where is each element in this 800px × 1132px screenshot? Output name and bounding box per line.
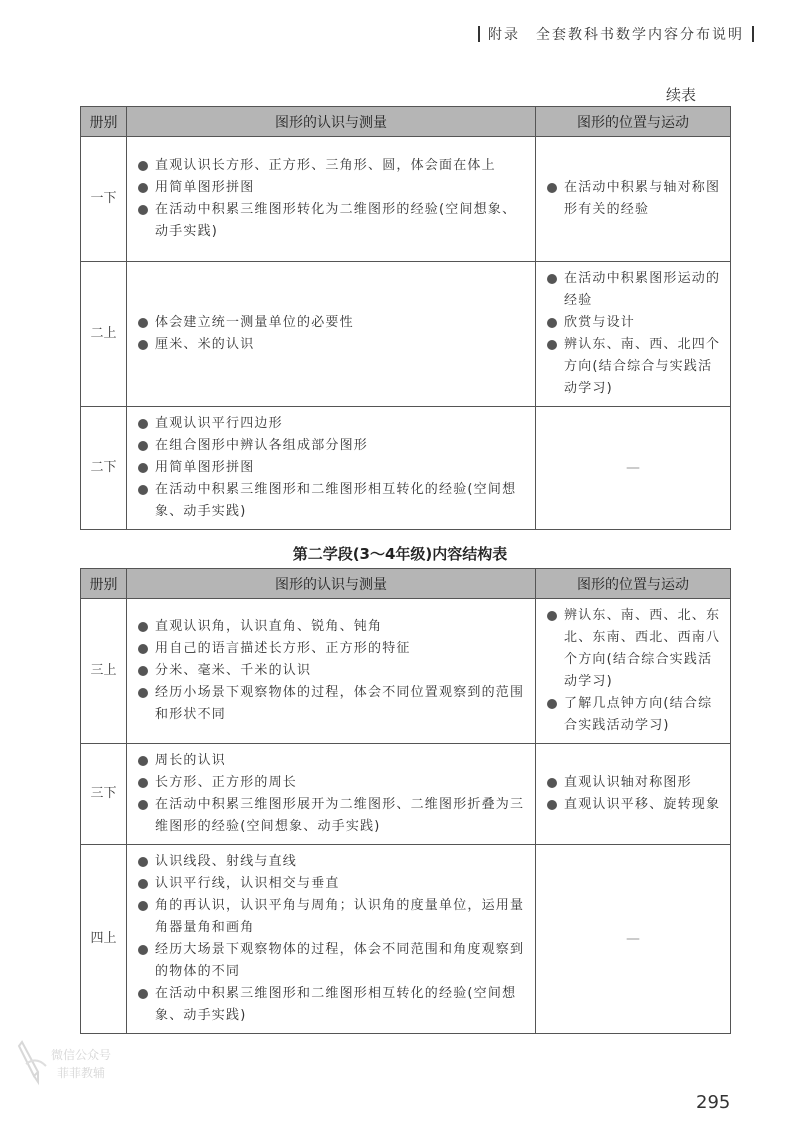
list-item: 在活动中积累图形运动的经验 <box>544 268 722 312</box>
page-number: 295 <box>696 1092 731 1113</box>
running-header <box>470 24 762 44</box>
table-row <box>81 845 731 1034</box>
list-item: 在活动中积累三维图形展开为二维图形、二维图形折叠为三维图形的经验(空间想象、动手实践) <box>135 794 527 838</box>
section-title: 第二学段(3～4年级)内容结构表 <box>292 545 508 563</box>
motion-cell <box>536 137 731 262</box>
watermark-line1: 微信公众号 <box>50 1048 111 1062</box>
header-bar-right <box>752 26 754 42</box>
motion-cell-empty: — <box>536 845 731 1034</box>
list-item: 在活动中积累三维图形和二维图形相互转化的经验(空间想象、动手实践) <box>135 983 527 1027</box>
continued-label: 续表 <box>666 86 697 104</box>
table-header-row <box>81 107 731 137</box>
header-motion: 图形的位置与运动 <box>536 107 731 137</box>
list-item: 厘米、米的认识 <box>135 334 527 356</box>
volume-cell: 三下 <box>81 744 127 845</box>
list-item: 体会建立统一测量单位的必要性 <box>135 312 527 334</box>
motion-cell <box>536 744 731 845</box>
list-item: 周长的认识 <box>135 750 527 772</box>
measure-cell <box>127 744 536 845</box>
pen-icon <box>16 1036 50 1086</box>
list-item: 在活动中积累三维图形和二维图形相互转化的经验(空间想象、动手实践) <box>135 479 527 523</box>
list-item: 认识平行线，认识相交与垂直 <box>135 873 527 895</box>
table-row <box>81 137 731 262</box>
header-volume: 册别 <box>81 569 127 599</box>
header-measure: 图形的认识与测量 <box>127 569 536 599</box>
list-item: 认识线段、射线与直线 <box>135 851 527 873</box>
header-text: 附录 全套教科书数学内容分布说明 <box>488 27 744 43</box>
list-item: 直观认识平移、旋转现象 <box>544 794 722 816</box>
list-item: 在活动中积累三维图形转化为二维图形的经验(空间想象、动手实践) <box>135 199 527 243</box>
table-row <box>81 407 731 530</box>
list-item: 在活动中积累与轴对称图形有关的经验 <box>544 177 722 221</box>
content-table-stage2 <box>80 568 731 1034</box>
list-item: 角的再认识，认识平角与周角；认识角的度量单位，运用量角器量角和画角 <box>135 895 527 939</box>
list-item: 用简单图形拼图 <box>135 177 527 199</box>
list-item: 欣赏与设计 <box>544 312 722 334</box>
table-row <box>81 744 731 845</box>
table-header-row <box>81 569 731 599</box>
list-item: 直观认识长方形、正方形、三角形、圆，体会面在体上 <box>135 155 527 177</box>
list-item: 辨认东、南、西、北、东北、东南、西北、西南八个方向(结合综合实践活动学习) <box>544 605 722 693</box>
list-item: 用自己的语言描述长方形、正方形的特征 <box>135 638 527 660</box>
table-row <box>81 599 731 744</box>
list-item: 分米、毫米、千米的认识 <box>135 660 527 682</box>
volume-cell: 四上 <box>81 845 127 1034</box>
list-item: 经历大场景下观察物体的过程，体会不同范围和角度观察到的物体的不同 <box>135 939 527 983</box>
list-item: 在组合图形中辨认各组成部分图形 <box>135 435 527 457</box>
volume-cell: 一下 <box>81 137 127 262</box>
volume-cell: 二上 <box>81 262 127 407</box>
list-item: 经历小场景下观察物体的过程，体会不同位置观察到的范围和形状不同 <box>135 682 527 726</box>
watermark-line2: 菲菲教辅 <box>56 1066 105 1080</box>
list-item: 长方形、正方形的周长 <box>135 772 527 794</box>
measure-cell <box>127 599 536 744</box>
list-item: 辨认东、南、西、北四个方向(结合综合与实践活动学习) <box>544 334 722 400</box>
list-item: 用简单图形拼图 <box>135 457 527 479</box>
header-measure: 图形的认识与测量 <box>127 107 536 137</box>
list-item: 直观认识角，认识直角、锐角、钝角 <box>135 616 527 638</box>
watermark <box>12 1032 116 1090</box>
watermark-text <box>46 1046 116 1082</box>
measure-cell <box>127 407 536 530</box>
header-motion: 图形的位置与运动 <box>536 569 731 599</box>
list-item: 直观认识轴对称图形 <box>544 772 722 794</box>
list-item: 直观认识平行四边形 <box>135 413 527 435</box>
volume-cell: 三上 <box>81 599 127 744</box>
motion-cell-empty: — <box>536 407 731 530</box>
measure-cell <box>127 262 536 407</box>
header-bar-left <box>478 26 480 42</box>
header-volume: 册别 <box>81 107 127 137</box>
list-item: 了解几点钟方向(结合综合实践活动学习) <box>544 693 722 737</box>
table-row <box>81 262 731 407</box>
motion-cell <box>536 599 731 744</box>
measure-cell <box>127 137 536 262</box>
motion-cell <box>536 262 731 407</box>
volume-cell: 二下 <box>81 407 127 530</box>
measure-cell <box>127 845 536 1034</box>
content-table-continued <box>80 106 731 530</box>
